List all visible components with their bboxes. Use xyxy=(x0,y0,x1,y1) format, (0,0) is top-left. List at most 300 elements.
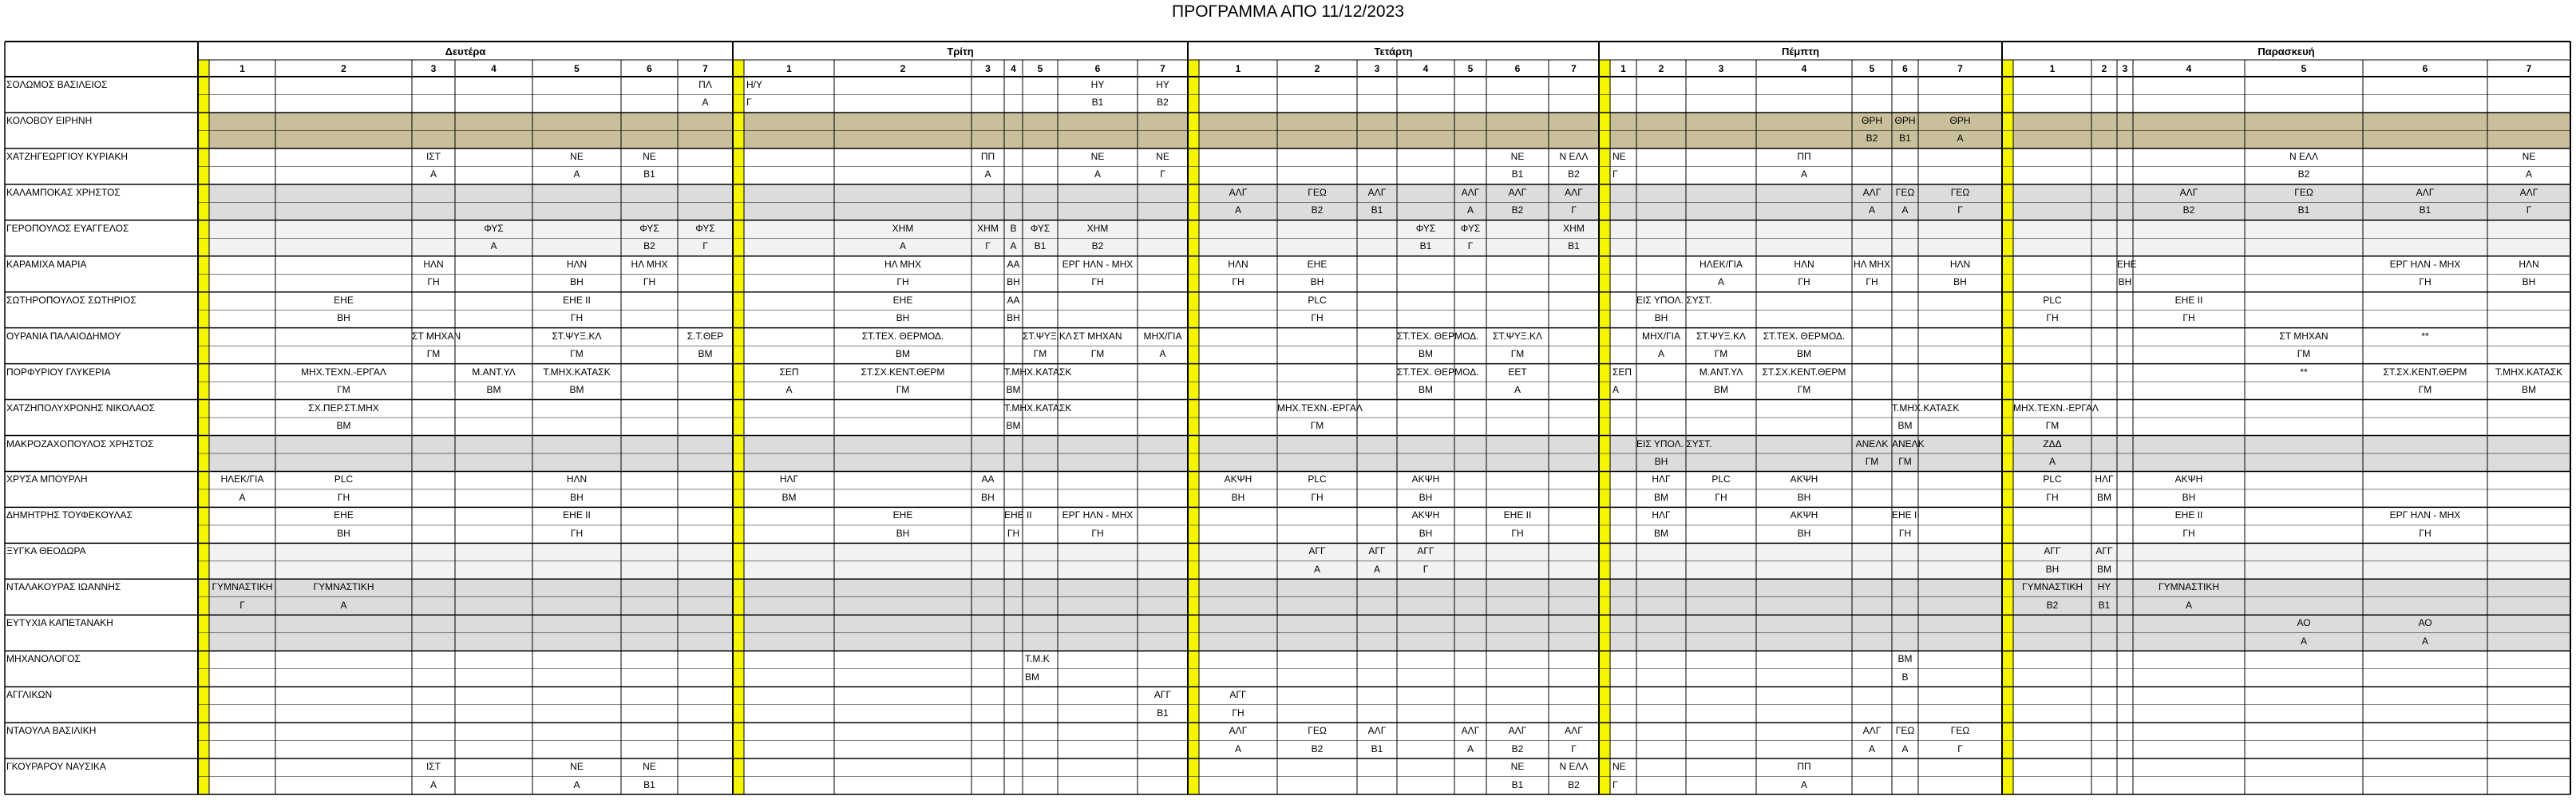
lesson-subject: ΜΗΧ/ΓΙΑ xyxy=(1143,330,1182,342)
lesson-subject: ΣΤ.ΣΧ.ΚΕΝΤ.ΘΕΡΜ xyxy=(861,366,945,378)
lesson-class: Α xyxy=(2300,635,2307,647)
lesson-subject: ΑΟ xyxy=(2418,617,2432,629)
period-label: 7 xyxy=(2526,63,2532,74)
period-label: 5 xyxy=(2301,63,2307,74)
period-label: 6 xyxy=(1902,63,1908,74)
lesson-class: ΓΜ xyxy=(1714,348,1728,360)
period-label: 7 xyxy=(1957,63,1963,74)
lesson-subject: ΑΛΓ xyxy=(1508,186,1527,198)
lesson-subject: ΑΛΓ xyxy=(2179,186,2198,198)
lesson-subject: ΣΤ ΜΗΧΑΝ xyxy=(2279,330,2329,342)
lesson-class: Β1 xyxy=(1091,97,1104,109)
lesson-subject: Μ.ΑΝΤ.ΥΛ xyxy=(1699,366,1743,378)
lesson-class: Α xyxy=(1800,778,1807,790)
lesson-subject: ΓΕΩ xyxy=(1895,186,1915,198)
lesson-class: ΓΗ xyxy=(337,491,350,503)
lesson-class: ΒΗ xyxy=(2045,563,2060,575)
lesson-subject: ΕΗΕ ΙΙ xyxy=(563,294,591,306)
lesson-class: Α xyxy=(1466,743,1474,754)
lesson-class: ΓΗ xyxy=(1091,527,1104,539)
lesson-subject: ΕΗΕ xyxy=(334,294,354,306)
period-label: 3 xyxy=(1718,63,1724,74)
lesson-subject: ΑΝΕΛΚ xyxy=(1855,438,1889,450)
lesson-subject: ΜΗΧ.ΤΕΧΝ.-ΕΡΓΑΛ xyxy=(1277,402,1363,414)
lesson-subject: ΕΗΕ xyxy=(334,509,354,521)
lesson-class: Β1 xyxy=(2098,599,2111,611)
lesson-subject: ΣΤ.ΨΥΞ.ΚΛ xyxy=(1696,330,1746,342)
period-label: 1 xyxy=(1235,63,1241,74)
lesson-class: Α xyxy=(1868,743,1875,754)
lesson-subject: ΑΛΓ xyxy=(2519,186,2538,198)
yellow-strip xyxy=(733,60,744,794)
lesson-subject: ΗΛΝ xyxy=(1794,258,1814,270)
lesson-subject: ΝΕ xyxy=(643,150,656,162)
lesson-subject: ΠΠ xyxy=(980,150,995,162)
lesson-class: ΒΗ xyxy=(1654,455,1668,467)
lesson-subject: ΑΚΨΗ xyxy=(1224,473,1252,485)
lesson-class: ΓΗ xyxy=(1091,276,1104,288)
lesson-class: Α xyxy=(984,168,991,180)
lesson-class: Β xyxy=(1901,671,1909,683)
lesson-subject: ΘΡΗ xyxy=(1894,114,1916,126)
lesson-subject: ΗΛΕΚ/ΓΙΑ xyxy=(220,473,264,485)
lesson-subject: ΑΚΨΗ xyxy=(1411,473,1440,485)
lesson-subject: ΣΤ.ΣΧ.ΚΕΝΤ.ΘΕΡΜ xyxy=(1762,366,1846,378)
lesson-class: ΒΜ xyxy=(1419,384,1433,396)
lesson-class: Γ xyxy=(985,240,991,252)
lesson-class: ΓΗ xyxy=(1232,707,1244,719)
period-label: 2 xyxy=(900,63,906,74)
lesson-subject: ΕΗΕ ΙΙ xyxy=(1503,509,1532,521)
lesson-subject: ΗΛΝ xyxy=(2519,258,2539,270)
lesson-subject: ΑΓΓ xyxy=(1229,689,1247,701)
lesson-subject: Σ.Τ.ΘΕΡ xyxy=(687,330,724,342)
period-label: 5 xyxy=(574,63,580,74)
lesson-class: Β2 xyxy=(1091,240,1104,252)
period-label: 6 xyxy=(647,63,652,74)
lesson-subject: ΑΓΓ xyxy=(1153,689,1172,701)
lesson-class: Α xyxy=(2421,635,2428,647)
lesson-class: ΒΜ xyxy=(1006,420,1021,432)
lesson-class: ΒΜ xyxy=(1897,420,1913,432)
lesson-class: ΒΗ xyxy=(2182,491,2196,503)
lesson-subject: ΙΣΤ xyxy=(425,761,441,773)
lesson-class: Α xyxy=(1868,204,1875,216)
lesson-subject: ΑΓΓ xyxy=(1417,545,1434,557)
day-label: Δευτέρα xyxy=(445,46,486,57)
lesson-subject: ΑΚΨΗ xyxy=(1790,473,1818,485)
lesson-class: Γ xyxy=(239,599,245,611)
lesson-class: Β1 xyxy=(1371,204,1383,216)
period-label: 1 xyxy=(2049,63,2056,74)
lesson-subject: ΕΗΕ ΙΙ xyxy=(1004,509,1032,521)
teacher-name: ΝΤΑΛΑΚΟΥΡΑΣ ΙΩΑΝΝΗΣ xyxy=(6,581,121,593)
period-label: 2 xyxy=(1658,63,1664,74)
lesson-class: ΒΜ xyxy=(1797,348,1811,360)
lesson-subject: PLC xyxy=(1308,294,1327,306)
lesson-subject: ΘΡΗ xyxy=(1861,114,1882,126)
period-label: 4 xyxy=(1801,63,1807,74)
lesson-subject: ΑΛΓ xyxy=(1229,186,1248,198)
lesson-subject: ΑΟ xyxy=(2297,617,2311,629)
lesson-class: ΓΗ xyxy=(1866,276,1878,288)
lesson-class: Β2 xyxy=(1157,97,1169,109)
lesson-class: Α xyxy=(1901,204,1909,216)
lesson-class: Β1 xyxy=(1511,778,1524,790)
lesson-subject: ΗΛ ΜΗΧ xyxy=(1853,258,1891,270)
lesson-class: Β1 xyxy=(1419,240,1432,252)
lesson-subject: Τ.ΜΗΧ.ΚΑΤΑΣΚ xyxy=(1004,402,1072,414)
lesson-class: ΒΗ xyxy=(896,527,910,539)
lesson-class: ΓΜ xyxy=(1865,455,1879,467)
lesson-class: Α xyxy=(239,491,246,503)
lesson-class: Α xyxy=(573,168,580,180)
teacher-name: ΓΕΡΟΠΟΥΛΟΣ ΕΥΑΓΓΕΛΟΣ xyxy=(6,222,129,234)
lesson-subject: ΦΥΣ xyxy=(695,222,715,234)
lesson-class: ΒΗ xyxy=(570,276,584,288)
lesson-subject: ** xyxy=(2421,330,2429,342)
lesson-subject: ΕΡΓ ΗΛΝ - ΜΗΧ xyxy=(1062,258,1134,270)
lesson-class: ΒΗ xyxy=(337,312,350,324)
lesson-subject: ΣΤ.ΤΕΧ. ΘΕΡΜΟΔ. xyxy=(1397,366,1479,378)
lesson-class: ΓΗ xyxy=(1511,527,1524,539)
period-label: 3 xyxy=(1374,63,1380,74)
period-label: 4 xyxy=(491,63,497,74)
lesson-subject: ΑΑ xyxy=(1007,294,1020,306)
lesson-class: Α xyxy=(1657,348,1664,360)
period-label: 5 xyxy=(1467,63,1474,74)
lesson-class: ΒΜ xyxy=(1654,491,1668,503)
lesson-subject: ΑΓΓ xyxy=(1308,545,1326,557)
lesson-class: Α xyxy=(702,97,709,109)
lesson-class: Α xyxy=(1957,133,1964,145)
day-label: Τετάρτη xyxy=(1374,46,1413,57)
lesson-class: ΓΜ xyxy=(1033,348,1047,360)
lesson-subject: ΜΗΧ.ΤΕΧΝ.-ΕΡΓΑΛ xyxy=(2013,402,2099,414)
lesson-subject: Ν ΕΛΛ xyxy=(2289,150,2319,162)
period-label: 4 xyxy=(1011,63,1016,74)
lesson-class: Β1 xyxy=(1899,133,1911,145)
lesson-subject: Ν ΕΛΛ xyxy=(1559,150,1589,162)
lesson-class: Γ xyxy=(2526,204,2532,216)
lesson-subject: ΜΗΧ.ΤΕΧΝ.-ΕΡΓΑΛ xyxy=(301,366,386,378)
lesson-class: ΒΗ xyxy=(2118,276,2132,288)
lesson-class: Β2 xyxy=(1511,204,1524,216)
lesson-subject: ΕΡΓ ΗΛΝ - ΜΗΧ xyxy=(2389,258,2461,270)
lesson-class: ΒΜ xyxy=(782,491,797,503)
lesson-subject: ΕΗΕ ΙΙ xyxy=(2174,294,2203,306)
lesson-class: ΓΗ xyxy=(643,276,656,288)
lesson-subject: PLC xyxy=(334,473,354,485)
lesson-class: ΒΜ xyxy=(486,384,501,396)
period-label: 5 xyxy=(1037,63,1043,74)
lesson-class: ΒΜ xyxy=(2097,491,2111,503)
lesson-subject: ΕΗΕ xyxy=(1307,258,1328,270)
lesson-class: ΓΗ xyxy=(2419,276,2432,288)
lesson-subject: ΝΕ xyxy=(1156,150,1169,162)
lesson-subject: ΕΗΕ xyxy=(2117,258,2137,270)
lesson-class: Α xyxy=(573,778,580,790)
teacher-name: ΚΑΡΑΜΙΧΑ ΜΑΡΙΑ xyxy=(6,258,87,270)
lesson-class: ΓΜ xyxy=(1898,455,1912,467)
lesson-class: Β1 xyxy=(1034,240,1047,252)
lesson-class: ΓΗ xyxy=(1898,527,1912,539)
lesson-class: Γ xyxy=(746,97,752,109)
lesson-subject: ΣΤ.ΣΧ.ΚΕΝΤ.ΘΕΡΜ xyxy=(2383,366,2467,378)
period-label: 2 xyxy=(341,63,346,74)
lesson-subject: ΓΕΩ xyxy=(2294,186,2313,198)
lesson-subject: ΣΤ.ΨΥΞ.ΚΛ xyxy=(552,330,602,342)
lesson-subject: ΗΛΓ xyxy=(1652,473,1671,485)
period-label: 1 xyxy=(239,63,245,74)
lesson-class: Α xyxy=(1159,348,1166,360)
lesson-subject: ΕΡΓ ΗΛΝ - ΜΗΧ xyxy=(2389,509,2461,521)
lesson-subject: PLC xyxy=(2043,473,2062,485)
period-label: 7 xyxy=(1160,63,1165,74)
lesson-class: ΓΗ xyxy=(2419,527,2432,539)
lesson-subject: ΝΕ xyxy=(1612,150,1626,162)
lesson-subject: ΝΕ xyxy=(1510,150,1525,162)
lesson-class: Β2 xyxy=(2046,599,2059,611)
teacher-name: ΚΑΛΑΜΠΟΚΑΣ ΧΡΗΣΤΟΣ xyxy=(6,186,121,198)
lesson-class: Α xyxy=(1373,563,1380,575)
lesson-class: Γ xyxy=(702,240,708,252)
lesson-class: ΒΜ xyxy=(1654,527,1668,539)
lesson-subject: ΧΗΜ xyxy=(1086,222,1109,234)
lesson-class: ΓΗ xyxy=(2182,527,2195,539)
lesson-subject: ΓΕΩ xyxy=(1950,186,1970,198)
lesson-class: Α xyxy=(2525,168,2532,180)
lesson-subject: ΗΛ ΜΗΧ xyxy=(631,258,668,270)
lesson-subject: ΓΥΜΝΑΣΤΙΚΗ xyxy=(313,581,374,593)
lesson-subject: ΑΚΨΗ xyxy=(2174,473,2203,485)
lesson-subject: ΧΗΜ xyxy=(977,222,999,234)
lesson-subject: ΓΥΜΝΑΣΤΙΚΗ xyxy=(2158,581,2220,593)
lesson-class: ΒΗ xyxy=(1007,276,1020,288)
lesson-class: ΒΗ xyxy=(1797,491,1811,503)
lesson-class: Β2 xyxy=(2297,168,2310,180)
lesson-class: Α xyxy=(1313,563,1320,575)
lesson-class: Γ xyxy=(1957,743,1963,754)
lesson-class: ΓΜ xyxy=(1797,384,1811,396)
day-label: Πέμπτη xyxy=(1782,46,1819,57)
lesson-class: ΓΗ xyxy=(570,312,584,324)
lesson-class: Α xyxy=(1234,204,1241,216)
yellow-strip xyxy=(2002,60,2013,794)
lesson-subject: ΓΕΩ xyxy=(1308,186,1327,198)
lesson-class: ΓΜ xyxy=(426,348,441,360)
period-label: 7 xyxy=(702,63,708,74)
lesson-class: ΒΗ xyxy=(1007,312,1020,324)
lesson-subject: ΕΗΕ xyxy=(892,294,913,306)
lesson-class: Α xyxy=(340,599,347,611)
lesson-subject: ΦΥΣ xyxy=(639,222,659,234)
lesson-subject: ΓΥΜΝΑΣΤΙΚΗ xyxy=(2021,581,2083,593)
page-title: ΠΡΟΓΡΑΜΜΑ ΑΠΟ 11/12/2023 xyxy=(1172,2,1404,21)
teacher-name: ΑΓΓΛΙΚΩΝ xyxy=(6,689,53,701)
period-label: 4 xyxy=(1423,63,1429,74)
lesson-class: ΒΜ xyxy=(336,420,351,432)
lesson-class: ΒΜ xyxy=(1419,348,1433,360)
lesson-class: ΒΜ xyxy=(1006,384,1021,396)
lesson-subject: Τ.ΜΗΧ.ΚΑΤΑΣΚ xyxy=(543,366,611,378)
period-label: 6 xyxy=(1514,63,1521,74)
lesson-class: ΓΗ xyxy=(2046,491,2059,503)
lesson-subject: ΕΙΣ ΥΠΟΛ. ΣΥΣΤ. xyxy=(1636,294,1712,306)
lesson-subject: ΝΕ xyxy=(643,761,656,773)
period-label: 1 xyxy=(786,63,792,74)
lesson-subject: ΗΛΓ xyxy=(779,473,799,485)
period-label: 4 xyxy=(2186,63,2192,74)
lesson-class: Β1 xyxy=(1568,240,1580,252)
lesson-subject: ΣΤ ΜΗΧΑΝ xyxy=(412,330,461,342)
lesson-class: ΒΗ xyxy=(2522,276,2536,288)
lesson-class: Β1 xyxy=(1511,168,1524,180)
lesson-subject: ΑΚΨΗ xyxy=(1790,509,1818,521)
lesson-class: ΒΗ xyxy=(1953,276,1967,288)
lesson-subject: PLC xyxy=(1711,473,1731,485)
lesson-subject: ΗΛΝ xyxy=(1228,258,1248,270)
lesson-class: Α xyxy=(785,384,793,396)
period-label: 2 xyxy=(1314,63,1320,74)
lesson-class: Β2 xyxy=(1311,743,1324,754)
lesson-class: ΒΗ xyxy=(981,491,995,503)
period-label: 3 xyxy=(2122,63,2128,74)
lesson-subject: ΑΓΓ xyxy=(2095,545,2113,557)
lesson-subject: Η/Υ xyxy=(746,79,763,90)
day-label: Τρίτη xyxy=(947,46,974,57)
lesson-subject: ΧΗΜ xyxy=(1563,222,1585,234)
day-label: Παρασκευή xyxy=(2257,46,2315,57)
period-label: 3 xyxy=(430,63,437,74)
lesson-class: Β1 xyxy=(2297,204,2310,216)
lesson-subject: ΦΥΣ xyxy=(1460,222,1481,234)
lesson-class: Β2 xyxy=(1311,204,1324,216)
period-label: 7 xyxy=(1571,63,1577,74)
period-label: 3 xyxy=(985,63,991,74)
lesson-subject: ΧΗΜ xyxy=(892,222,914,234)
lesson-class: ΓΗ xyxy=(1007,527,1020,539)
lesson-class: Α xyxy=(490,240,497,252)
lesson-subject: ΗΥ xyxy=(1090,79,1105,90)
lesson-subject: ΝΕ xyxy=(1510,761,1525,773)
lesson-class: ΓΗ xyxy=(1311,491,1324,503)
lesson-subject: ΖΔΔ xyxy=(2043,438,2062,450)
lesson-subject: ** xyxy=(2300,366,2308,378)
teacher-name: ΧΑΤΖΗΠΟΛΥΧΡΟΝΗΣ ΝΙΚΟΛΑΟΣ xyxy=(6,402,156,414)
lesson-class: Β1 xyxy=(643,778,655,790)
lesson-subject: ΑΑ xyxy=(1007,258,1020,270)
period-label: 6 xyxy=(1094,63,1101,74)
lesson-class: ΒΜ xyxy=(569,384,584,396)
lesson-subject: ΝΕ xyxy=(1612,761,1626,773)
lesson-class: Γ xyxy=(1160,168,1165,180)
lesson-subject: Τ.ΜΗΧ.ΚΑΤΑΣΚ xyxy=(2495,366,2563,378)
lesson-subject: ΕΗΕ ΙΙ xyxy=(2174,509,2203,521)
lesson-subject: ΣΤ.ΨΥΞ.ΚΛ xyxy=(1493,330,1542,342)
lesson-subject: ΠΛ xyxy=(698,79,712,90)
lesson-class: ΓΗ xyxy=(2182,312,2195,324)
teacher-name: ΓΚΟΥΡΑΡΟΥ ΝΑΥΣΙΚΑ xyxy=(6,761,106,773)
lesson-class: Α xyxy=(1094,168,1101,180)
lesson-class: ΓΜ xyxy=(1310,420,1324,432)
lesson-subject: ΗΛΝ xyxy=(566,258,588,270)
lesson-class: ΒΗ xyxy=(1419,491,1433,503)
lesson-class: ΓΜ xyxy=(896,384,910,396)
lesson-subject: ΣΕΠ xyxy=(1612,366,1632,378)
lesson-subject: ΦΥΣ xyxy=(484,222,504,234)
teacher-name: ΜΗΧΑΝΟΛΟΓΟΣ xyxy=(6,653,81,665)
lesson-subject: ΣΤ.ΤΕΧ. ΘΕΡΜΟΔ. xyxy=(861,330,944,342)
teacher-name: ΟΥΡΑΝΙΑ ΠΑΛΑΙΟΔΗΜΟΥ xyxy=(6,330,121,342)
lesson-class: ΒΜ xyxy=(2522,384,2536,396)
lesson-class: Β2 xyxy=(643,240,655,252)
lesson-subject: ΕΕΤ xyxy=(1508,366,1527,378)
lesson-class: Β1 xyxy=(1157,707,1169,719)
lesson-class: ΓΗ xyxy=(570,527,584,539)
lesson-subject: ΣΤ.ΤΕΧ. ΘΕΡΜΟΔ. xyxy=(1763,330,1846,342)
lesson-class: Α xyxy=(1800,168,1807,180)
lesson-subject: PLC xyxy=(2043,294,2062,306)
lesson-subject: ΕΗΕ ΙΙ xyxy=(1892,509,1920,521)
lesson-class: Α xyxy=(2048,455,2056,467)
lesson-class: Β2 xyxy=(1568,778,1580,790)
lesson-class: ΓΜ xyxy=(2418,384,2432,396)
teacher-name: ΧΑΤΖΗΓΕΩΡΓΙΟΥ ΚΥΡΙΑΚΗ xyxy=(6,150,129,162)
yellow-strip xyxy=(1599,60,1610,794)
lesson-class: ΒΗ xyxy=(1419,527,1433,539)
lesson-subject: ΑΝΕΛΚ xyxy=(1892,438,1925,450)
lesson-subject: ΗΛΝ xyxy=(423,258,444,270)
lesson-class: Β2 xyxy=(1568,168,1580,180)
lesson-class: ΒΗ xyxy=(1231,491,1245,503)
lesson-class: ΓΜ xyxy=(337,384,350,396)
lesson-class: ΓΜ xyxy=(570,348,584,360)
lesson-subject: Τ.Μ.Κ xyxy=(1025,653,1050,665)
lesson-class: Α xyxy=(429,778,437,790)
lesson-class: ΒΜ xyxy=(896,348,910,360)
lesson-class: Γ xyxy=(1467,240,1474,252)
lesson-class: ΓΗ xyxy=(896,276,909,288)
lesson-subject: ΙΣΤ xyxy=(425,150,441,162)
lesson-subject: ΦΥΣ xyxy=(1415,222,1436,234)
lesson-class: Β2 xyxy=(2182,204,2195,216)
lesson-subject: PLC xyxy=(1308,473,1327,485)
lesson-subject: ΣΤ.ΤΕΧ. ΘΕΡΜΟΔ. xyxy=(1397,330,1479,342)
lesson-class: Α xyxy=(1612,384,1620,396)
lesson-subject: ΗΛΝ xyxy=(1949,258,1971,270)
lesson-subject: ΜΗΧ/ΓΙΑ xyxy=(1642,330,1680,342)
lesson-class: ΓΗ xyxy=(1311,312,1324,324)
lesson-subject: ΣΤ ΜΗΧΑΝ xyxy=(1073,330,1122,342)
lesson-subject: ΒΜ xyxy=(1897,653,1913,665)
yellow-strip xyxy=(1188,60,1199,794)
lesson-subject: ΑΛΓ xyxy=(1565,725,1583,737)
lesson-class: ΒΗ xyxy=(1797,527,1811,539)
lesson-subject: Μ.ΑΝΤ.ΥΛ xyxy=(472,366,516,378)
teacher-name: ΚΟΛΟΒΟΥ ΕΙΡΗΝΗ xyxy=(6,114,93,126)
lesson-subject: Τ.ΜΗΧ.ΚΑΤΑΣΚ xyxy=(1004,366,1072,378)
lesson-subject: ΗΛ ΜΗΧ xyxy=(884,258,922,270)
lesson-subject: ΑΑ xyxy=(981,473,995,485)
lesson-class: Α xyxy=(1901,743,1909,754)
lesson-subject: Β xyxy=(1010,222,1017,234)
lesson-subject: ΝΕ xyxy=(2522,150,2536,162)
lesson-subject: ΓΕΩ xyxy=(1308,725,1327,737)
lesson-class: ΓΗ xyxy=(1798,276,1810,288)
lesson-subject: ΗΥ xyxy=(1156,79,1169,90)
lesson-class: ΒΗ xyxy=(1654,312,1668,324)
